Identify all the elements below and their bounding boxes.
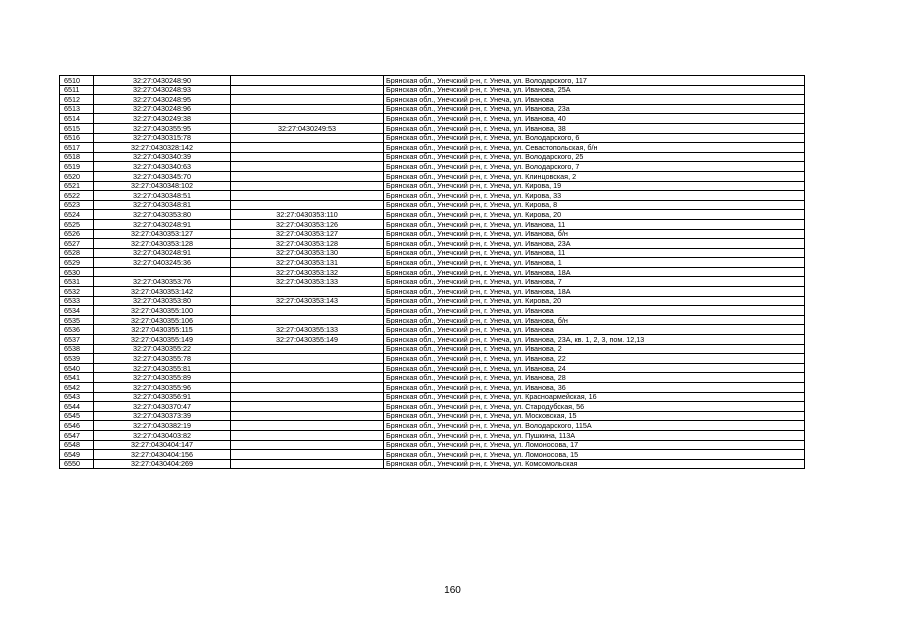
address-cell: Брянская обл., Унечский р-н, г. Унеча, ул. Иванова, 23А, кв. 1, 2, 3, пом. 12,13 [384,335,805,345]
address-cell: Брянская обл., Унечский р-н, г. Унеча, ул. Иванова [384,306,805,316]
related-cadastral-number-cell [231,315,384,325]
cadastral-number-cell: 32:27:0430248:93 [94,85,231,95]
address-cell: Брянская обл., Унечский р-н, г. Унеча, ул. Стародубская, 56 [384,402,805,412]
row-number-cell: 6515 [60,123,94,133]
related-cadastral-number-cell: 32:27:0430353:133 [231,277,384,287]
cadastral-number-cell: 32:27:0430348:102 [94,181,231,191]
related-cadastral-number-cell: 32:27:0430353:127 [231,229,384,239]
cadastral-number-cell: 32:27:0430248:91 [94,248,231,258]
cadastral-number-cell: 32:27:0430248:91 [94,219,231,229]
related-cadastral-number-cell [231,114,384,124]
table-row [60,315,805,325]
row-number-cell: 6544 [60,402,94,412]
related-cadastral-number-cell [231,171,384,181]
address-cell: Брянская обл., Унечский р-н, г. Унеча, ул. Иванова, 23А [384,239,805,249]
table-row [60,133,805,143]
address-cell: Брянская обл., Унечский р-н, г. Унеча, ул. Кирова, 20 [384,296,805,306]
address-cell: Брянская обл., Унечский р-н, г. Унеча, ул. Володарского, 25 [384,152,805,162]
related-cadastral-number-cell: 32:27:0430353:130 [231,248,384,258]
related-cadastral-number-cell [231,450,384,460]
row-number-cell: 6532 [60,287,94,297]
address-cell: Брянская обл., Унечский р-н, г. Унеча, ул. Володарского, 117 [384,76,805,86]
row-number-cell: 6531 [60,277,94,287]
table-row [60,171,805,181]
table-row [60,344,805,354]
related-cadastral-number-cell: 32:27:0430353:128 [231,239,384,249]
cadastral-number-cell: 32:27:0430340:39 [94,152,231,162]
related-cadastral-number-cell: 32:27:0430353:110 [231,210,384,220]
row-number-cell: 6523 [60,200,94,210]
page-number: 160 [444,585,461,596]
address-cell: Брянская обл., Унечский р-н, г. Унеча, ул. Иванова, 11 [384,248,805,258]
related-cadastral-number-cell [231,85,384,95]
cadastral-number-cell: 32:27:0430353:80 [94,296,231,306]
row-number-cell: 6546 [60,421,94,431]
cadastral-number-cell: 32:27:0430403:82 [94,430,231,440]
row-number-cell: 6534 [60,306,94,316]
row-number-cell: 6526 [60,229,94,239]
cadastral-number-cell: 32:27:0430355:106 [94,315,231,325]
related-cadastral-number-cell: 32:27:0430353:132 [231,267,384,277]
row-number-cell: 6540 [60,363,94,373]
address-cell: Брянская обл., Унечский р-н, г. Унеча, ул. Володарского, 7 [384,162,805,172]
cadastral-number-cell [94,267,231,277]
cadastral-number-cell: 32:27:0430353:128 [94,239,231,249]
cadastral-number-cell: 32:27:0430315:78 [94,133,231,143]
table-row [60,383,805,393]
address-cell: Брянская обл., Унечский р-н, г. Унеча, ул. Иванова, 18А [384,267,805,277]
related-cadastral-number-cell [231,191,384,201]
address-cell: Брянская обл., Унечский р-н, г. Унеча, ул. Иванова, 28 [384,373,805,383]
cadastral-number-cell: 32:27:0430355:115 [94,325,231,335]
cadastral-number-cell: 32:27:0430355:81 [94,363,231,373]
data-table [59,75,805,469]
row-number-cell: 6512 [60,95,94,105]
table-row [60,95,805,105]
related-cadastral-number-cell [231,95,384,105]
related-cadastral-number-cell: 32:27:0430353:143 [231,296,384,306]
row-number-cell: 6514 [60,114,94,124]
address-cell: Брянская обл., Унечский р-н, г. Унеча, ул. Московская, 15 [384,411,805,421]
address-cell: Брянская обл., Унечский р-н, г. Унеча, ул. Иванова [384,325,805,335]
cadastral-number-cell: 32:27:0430328:142 [94,143,231,153]
row-number-cell: 6513 [60,104,94,114]
address-cell: Брянская обл., Унечский р-н, г. Унеча, ул. Иванова, 25А [384,85,805,95]
table-body [60,76,805,469]
cadastral-number-cell: 32:27:0430373:39 [94,411,231,421]
cadastral-number-cell: 32:27:0430348:81 [94,200,231,210]
related-cadastral-number-cell [231,430,384,440]
table-row [60,411,805,421]
cadastral-number-cell: 32:27:0430345:70 [94,171,231,181]
cadastral-number-cell: 32:27:0403245:36 [94,258,231,268]
address-cell: Брянская обл., Унечский р-н, г. Унеча, ул. Иванова, 2 [384,344,805,354]
cadastral-number-cell: 32:27:0430356:91 [94,392,231,402]
table-row [60,306,805,316]
related-cadastral-number-cell [231,421,384,431]
address-cell: Брянская обл., Унечский р-н, г. Унеча, ул. Иванова, 38 [384,123,805,133]
address-cell: Брянская обл., Унечский р-н, г. Унеча, ул. Кирова, 20 [384,210,805,220]
table-row [60,239,805,249]
table-row [60,325,805,335]
table-row [60,162,805,172]
row-number-cell: 6545 [60,411,94,421]
cadastral-number-cell: 32:27:0430355:78 [94,354,231,364]
row-number-cell: 6524 [60,210,94,220]
table-row [60,210,805,220]
address-cell: Брянская обл., Унечский р-н, г. Унеча, ул. Иванова, 22 [384,354,805,364]
address-cell: Брянская обл., Унечский р-н, г. Унеча, ул. Иванова, б/н [384,229,805,239]
address-cell: Брянская обл., Унечский р-н, г. Унеча, ул. Иванова, 36 [384,383,805,393]
address-cell: Брянская обл., Унечский р-н, г. Унеча, ул. Севастопольская, б/н [384,143,805,153]
cadastral-number-cell: 32:27:0430340:63 [94,162,231,172]
cadastral-number-cell: 32:27:0430370:47 [94,402,231,412]
address-cell: Брянская обл., Унечский р-н, г. Унеча, ул. Кирова, 33 [384,191,805,201]
related-cadastral-number-cell [231,306,384,316]
address-cell: Брянская обл., Унечский р-н, г. Унеча, ул. Красноармейская, 16 [384,392,805,402]
cadastral-number-cell: 32:27:0430404:156 [94,450,231,460]
cadastral-number-cell: 32:27:0430353:142 [94,287,231,297]
row-number-cell: 6525 [60,219,94,229]
row-number-cell: 6528 [60,248,94,258]
table-row [60,430,805,440]
cadastral-number-cell: 32:27:0430355:96 [94,383,231,393]
cadastral-number-cell: 32:27:0430382:19 [94,421,231,431]
related-cadastral-number-cell [231,104,384,114]
table-row [60,421,805,431]
row-number-cell: 6519 [60,162,94,172]
address-cell: Брянская обл., Унечский р-н, г. Унеча, ул. Иванова, 7 [384,277,805,287]
related-cadastral-number-cell [231,392,384,402]
cadastral-number-cell: 32:27:0430355:22 [94,344,231,354]
table-row [60,200,805,210]
row-number-cell: 6542 [60,383,94,393]
row-number-cell: 6535 [60,315,94,325]
cadastral-number-cell: 32:27:0430355:89 [94,373,231,383]
row-number-cell: 6549 [60,450,94,460]
table-row [60,335,805,345]
table-row [60,114,805,124]
table-row [60,219,805,229]
cadastral-number-cell: 32:27:0430404:269 [94,459,231,469]
table-row [60,143,805,153]
row-number-cell: 6539 [60,354,94,364]
address-cell: Брянская обл., Унечский р-н, г. Унеча, ул. Иванова [384,95,805,105]
row-number-cell: 6511 [60,85,94,95]
row-number-cell: 6518 [60,152,94,162]
related-cadastral-number-cell [231,354,384,364]
row-number-cell: 6517 [60,143,94,153]
row-number-cell: 6538 [60,344,94,354]
related-cadastral-number-cell [231,373,384,383]
table-row [60,440,805,450]
table-row [60,450,805,460]
related-cadastral-number-cell [231,133,384,143]
row-number-cell: 6543 [60,392,94,402]
address-cell: Брянская обл., Унечский р-н, г. Унеча, ул. Ломоносова, 17 [384,440,805,450]
table-row [60,459,805,469]
cadastral-number-cell: 32:27:0430353:127 [94,229,231,239]
cadastral-number-cell: 32:27:0430355:100 [94,306,231,316]
related-cadastral-number-cell: 32:27:0430353:126 [231,219,384,229]
related-cadastral-number-cell [231,411,384,421]
row-number-cell: 6533 [60,296,94,306]
table-row [60,76,805,86]
table-row [60,392,805,402]
table-row [60,229,805,239]
table-row [60,248,805,258]
related-cadastral-number-cell [231,181,384,191]
address-cell: Брянская обл., Унечский р-н, г. Унеча, ул. Иванова, б/н [384,315,805,325]
related-cadastral-number-cell [231,287,384,297]
row-number-cell: 6530 [60,267,94,277]
address-cell: Брянская обл., Унечский р-н, г. Унеча, ул. Клинцовская, 2 [384,171,805,181]
row-number-cell: 6522 [60,191,94,201]
related-cadastral-number-cell [231,162,384,172]
table-row [60,191,805,201]
address-cell: Брянская обл., Унечский р-н, г. Унеча, ул. Володарского, 115А [384,421,805,431]
related-cadastral-number-cell [231,459,384,469]
cadastral-number-cell: 32:27:0430353:76 [94,277,231,287]
row-number-cell: 6550 [60,459,94,469]
row-number-cell: 6537 [60,335,94,345]
related-cadastral-number-cell [231,200,384,210]
row-number-cell: 6548 [60,440,94,450]
cadastral-number-cell: 32:27:0430248:90 [94,76,231,86]
cadastral-number-cell: 32:27:0430353:80 [94,210,231,220]
table-row [60,258,805,268]
related-cadastral-number-cell: 32:27:0430355:133 [231,325,384,335]
table-row [60,363,805,373]
related-cadastral-number-cell: 32:27:0430355:149 [231,335,384,345]
table-row [60,123,805,133]
cadastral-number-cell: 32:27:0430404:147 [94,440,231,450]
address-cell: Брянская обл., Унечский р-н, г. Унеча, ул. Иванова, 1 [384,258,805,268]
address-cell: Брянская обл., Унечский р-н, г. Унеча, ул. Иванова, 18А [384,287,805,297]
cadastral-number-cell: 32:27:0430249:38 [94,114,231,124]
row-number-cell: 6529 [60,258,94,268]
related-cadastral-number-cell [231,344,384,354]
table-row [60,287,805,297]
address-cell: Брянская обл., Унечский р-н, г. Унеча, ул. Комсомольская [384,459,805,469]
address-cell: Брянская обл., Унечский р-н, г. Унеча, ул. Иванова, 40 [384,114,805,124]
address-cell: Брянская обл., Унечский р-н, г. Унеча, ул. Ломоносова, 15 [384,450,805,460]
row-number-cell: 6520 [60,171,94,181]
table-row [60,267,805,277]
address-cell: Брянская обл., Унечский р-н, г. Унеча, ул. Володарского, 6 [384,133,805,143]
address-cell: Брянская обл., Унечский р-н, г. Унеча, ул. Кирова, 8 [384,200,805,210]
related-cadastral-number-cell [231,76,384,86]
related-cadastral-number-cell [231,143,384,153]
table-row [60,104,805,114]
address-cell: Брянская обл., Унечский р-н, г. Унеча, ул. Иванова, 23а [384,104,805,114]
table-row [60,181,805,191]
table-row [60,296,805,306]
row-number-cell: 6516 [60,133,94,143]
table-row [60,85,805,95]
table-row [60,277,805,287]
row-number-cell: 6521 [60,181,94,191]
table-row [60,373,805,383]
cadastral-number-cell: 32:27:0430248:95 [94,95,231,105]
cadastral-number-cell: 32:27:0430348:51 [94,191,231,201]
related-cadastral-number-cell [231,152,384,162]
table-row [60,354,805,364]
related-cadastral-number-cell [231,363,384,373]
table-row [60,402,805,412]
address-cell: Брянская обл., Унечский р-н, г. Унеча, ул. Пушкина, 113А [384,430,805,440]
related-cadastral-number-cell [231,402,384,412]
related-cadastral-number-cell: 32:27:0430353:131 [231,258,384,268]
related-cadastral-number-cell [231,383,384,393]
related-cadastral-number-cell: 32:27:0430249:53 [231,123,384,133]
address-cell: Брянская обл., Унечский р-н, г. Унеча, ул. Иванова, 11 [384,219,805,229]
row-number-cell: 6527 [60,239,94,249]
row-number-cell: 6541 [60,373,94,383]
cadastral-number-cell: 32:27:0430355:149 [94,335,231,345]
address-cell: Брянская обл., Унечский р-н, г. Унеча, ул. Иванова, 24 [384,363,805,373]
row-number-cell: 6547 [60,430,94,440]
row-number-cell: 6510 [60,76,94,86]
cadastral-number-cell: 32:27:0430355:95 [94,123,231,133]
cadastral-number-cell: 32:27:0430248:96 [94,104,231,114]
table-row [60,152,805,162]
address-cell: Брянская обл., Унечский р-н, г. Унеча, ул. Кирова, 19 [384,181,805,191]
related-cadastral-number-cell [231,440,384,450]
row-number-cell: 6536 [60,325,94,335]
